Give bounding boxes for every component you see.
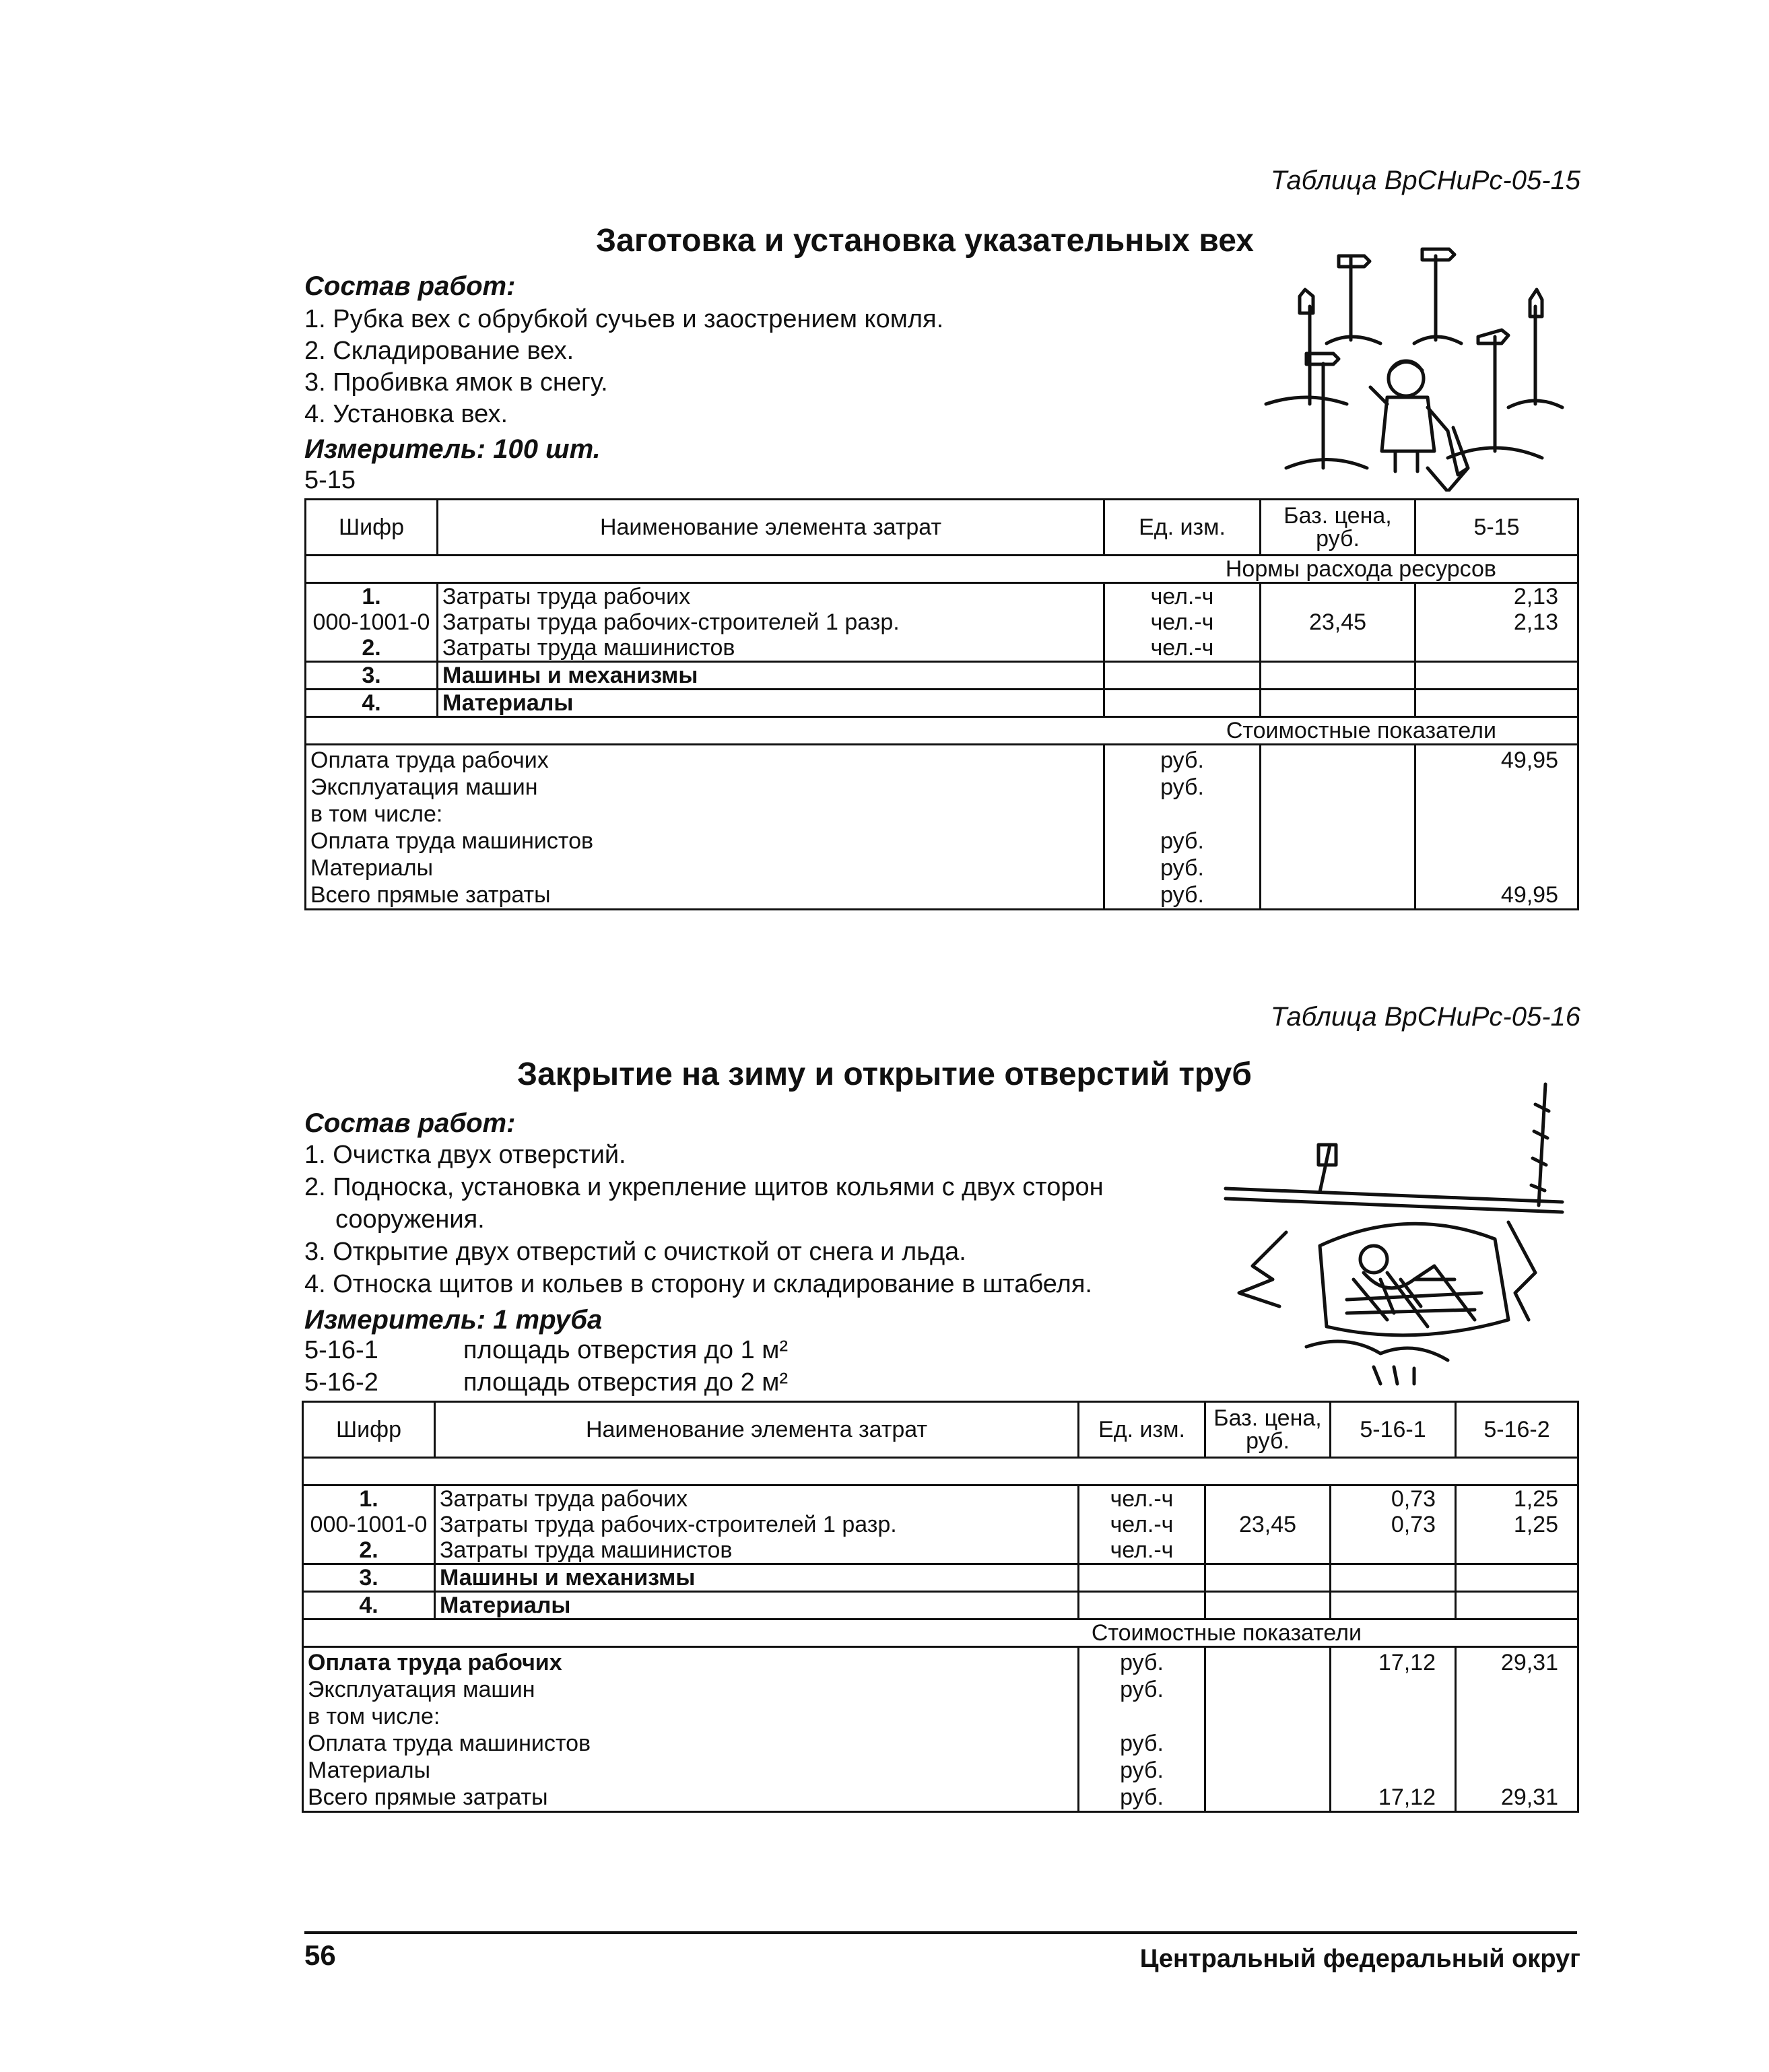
code-label: 5-15 [304, 466, 356, 494]
column-header: Ед. изм. [1104, 500, 1261, 556]
row-unit: чел.-ч [1104, 609, 1261, 635]
cost-unit [1109, 801, 1255, 828]
cost-name: Материалы [310, 855, 434, 881]
pipe-opening-winter-work-illustration [1212, 1077, 1576, 1387]
cost-unit: руб. [1120, 1758, 1164, 1783]
cost-unit: руб. [1120, 1784, 1164, 1810]
table-row [303, 1485, 1578, 1512]
row-name: Материалы [438, 690, 1104, 717]
row-name: Затраты труда машинистов [438, 635, 1104, 662]
cost-value: 49,95 [1500, 747, 1558, 773]
column-header: Наименование элемента затрат [438, 500, 1104, 556]
row-value-1 [1331, 1537, 1456, 1564]
cost-value [1335, 1757, 1436, 1784]
row-price: 23,45 [1205, 1512, 1331, 1537]
cost-value [1335, 1730, 1436, 1757]
row-price [1205, 1592, 1331, 1619]
cost-value: 49,95 [1500, 882, 1558, 908]
cost-unit: руб. [1160, 882, 1204, 908]
row-unit [1079, 1592, 1205, 1619]
row-value-1 [1331, 1592, 1456, 1619]
row-price [1205, 1485, 1331, 1512]
cost-name: Всего прямые затраты [310, 882, 551, 908]
column-header: Баз. цена, руб. [1205, 1402, 1331, 1458]
cost-unit: руб. [1160, 855, 1204, 881]
work-step: 1. Очистка двух отверстий. [304, 1141, 626, 1169]
cost-value [1420, 828, 1558, 855]
cost-unit: руб. [1120, 1731, 1164, 1756]
cost-value: 29,31 [1500, 1650, 1558, 1675]
table-reference: Таблица ВрСНиРс-05-15 [1270, 166, 1580, 195]
table-row [303, 1592, 1578, 1619]
code-label: 5-16-1 [304, 1336, 378, 1364]
row-price [1261, 662, 1415, 690]
worker-with-marker-poles-illustration [1226, 236, 1589, 492]
row-name: Затраты труда рабочих-строителей 1 разр. [438, 609, 1104, 635]
cost-section-label: Стоимостные показатели [306, 717, 1578, 745]
row-code: 000-1001-0 [306, 609, 438, 635]
column-header: Шифр [303, 1402, 435, 1458]
cost-value [1335, 1703, 1436, 1730]
column-header: Наименование элемента затрат [435, 1402, 1079, 1458]
cost-price-cell [1261, 745, 1415, 910]
row-value: 2,13 [1415, 609, 1578, 635]
row-name: Затраты труда рабочих-строителей 1 разр. [435, 1512, 1079, 1537]
code-description: площадь отверстия до 2 м² [463, 1368, 789, 1397]
work-step: 2. Подноска, установка и укрепление щитов кольями с двух сторон [304, 1173, 1104, 1201]
cost-units-cell [1104, 745, 1261, 910]
row-price [1261, 583, 1415, 610]
cost-name: Оплата труда машинистов [308, 1731, 591, 1756]
cost-name: Всего прямые затраты [308, 1784, 548, 1810]
cost-value [1461, 1703, 1558, 1730]
table-row [303, 1564, 1578, 1592]
cost-value [1461, 1757, 1558, 1784]
row-price: 23,45 [1261, 609, 1415, 635]
cost-value: 17,12 [1378, 1784, 1436, 1810]
row-value [1415, 635, 1578, 662]
column-header: 5-16-1 [1331, 1402, 1456, 1458]
cost-value [1461, 1676, 1558, 1703]
cost-unit: руб. [1160, 747, 1204, 773]
cost-name: Эксплуатация машин [310, 774, 538, 800]
cost-value: 17,12 [1378, 1650, 1436, 1675]
meter-label: Измеритель: 1 труба [304, 1305, 603, 1335]
table-row [306, 662, 1578, 690]
table-row [303, 1512, 1578, 1537]
norms-section-label: Нормы расхода ресурсов [306, 556, 1578, 583]
table-reference: Таблица ВрСНиРс-05-16 [1270, 1002, 1580, 1032]
cost-values-cell-2 [1456, 1647, 1578, 1812]
row-value-2: 1,25 [1456, 1512, 1578, 1537]
table-row [306, 609, 1578, 635]
row-value: 2,13 [1415, 583, 1578, 610]
row-name: Материалы [435, 1592, 1079, 1619]
row-unit [1079, 1564, 1205, 1592]
work-step: 3. Открытие двух отверстий с очисткой от снега и льда. [304, 1238, 966, 1266]
table-header-row [306, 500, 1578, 556]
cost-name: Эксплуатация машин [308, 1677, 535, 1702]
section-row [303, 1458, 1578, 1485]
row-unit: чел.-ч [1104, 583, 1261, 610]
cost-block [306, 745, 1578, 910]
table-header-row [303, 1402, 1578, 1458]
footer-divider [304, 1931, 1577, 1934]
row-code: 3. [303, 1564, 435, 1592]
row-unit: чел.-ч [1079, 1537, 1205, 1564]
section-row [306, 717, 1578, 745]
cost-unit: руб. [1120, 1650, 1164, 1675]
cost-unit [1083, 1703, 1200, 1730]
section-row [306, 556, 1578, 583]
row-code: 2. [303, 1537, 435, 1564]
column-header: 5-16-2 [1456, 1402, 1578, 1458]
row-code: 1. [306, 583, 438, 610]
column-header: Баз. цена, руб. [1261, 500, 1415, 556]
row-value-2 [1456, 1564, 1578, 1592]
row-value-1: 0,73 [1331, 1485, 1456, 1512]
row-unit [1104, 690, 1261, 717]
column-header: 5-15 [1415, 500, 1578, 556]
cost-block [303, 1647, 1578, 1812]
row-price [1205, 1537, 1331, 1564]
table-row [306, 690, 1578, 717]
cost-name: Оплата труда рабочих [310, 747, 549, 773]
row-unit [1104, 662, 1261, 690]
table-row [306, 635, 1578, 662]
row-code: 000-1001-0 [303, 1512, 435, 1537]
row-value [1415, 662, 1578, 690]
page-number: 56 [304, 1939, 336, 1971]
row-name: Затраты труда машинистов [435, 1537, 1079, 1564]
cost-name: Оплата труда машинистов [310, 828, 594, 854]
work-step: 4. Установка вех. [304, 400, 508, 428]
column-header: Шифр [306, 500, 438, 556]
row-name: Затраты труда рабочих [435, 1485, 1079, 1512]
row-value-1: 0,73 [1331, 1512, 1456, 1537]
column-header: Ед. изм. [1079, 1402, 1205, 1458]
cost-unit: руб. [1160, 828, 1204, 854]
empty-section-row [303, 1458, 1578, 1485]
row-value [1415, 690, 1578, 717]
cost-price-cell [1205, 1647, 1331, 1812]
row-value-2 [1456, 1592, 1578, 1619]
row-name: Затраты труда рабочих [438, 583, 1104, 610]
cost-values-cell [1415, 745, 1578, 910]
row-unit: чел.-ч [1079, 1485, 1205, 1512]
work-step: 3. Пробивка ямок в снегу. [304, 368, 608, 397]
row-value-2 [1456, 1537, 1578, 1564]
cost-name: в том числе: [308, 1704, 440, 1729]
cost-names-cell [303, 1647, 1079, 1812]
row-code: 3. [306, 662, 438, 690]
table-row [306, 583, 1578, 610]
row-name: Машины и механизмы [435, 1564, 1079, 1592]
row-value-2: 1,25 [1456, 1485, 1578, 1512]
work-step: 2. Складирование вех. [304, 337, 574, 365]
resource-table-05-15 [304, 498, 1579, 910]
row-unit: чел.-ч [1104, 635, 1261, 662]
meter-label: Измеритель: 100 шт. [304, 434, 601, 464]
row-value-1 [1331, 1564, 1456, 1592]
cost-name: в том числе: [310, 801, 443, 827]
work-step: 4. Относка щитов и кольев в сторону и складирование в штабеля. [304, 1270, 1092, 1298]
composition-heading: Состав работ: [304, 1108, 516, 1138]
cost-name: Материалы [308, 1758, 431, 1783]
code-label: 5-16-2 [304, 1368, 378, 1397]
cost-value [1461, 1730, 1558, 1757]
cost-values-cell-1 [1331, 1647, 1456, 1812]
section-title: Заготовка и установка указательных вех [596, 223, 1254, 259]
cost-unit: руб. [1160, 774, 1204, 800]
cost-value [1420, 774, 1558, 801]
row-code: 1. [303, 1485, 435, 1512]
cost-value: 29,31 [1500, 1784, 1558, 1810]
cost-unit: руб. [1120, 1677, 1164, 1702]
resource-table-05-16 [302, 1401, 1579, 1813]
section-title: Закрытие на зиму и открытие отверстий труб [517, 1057, 1252, 1092]
row-price [1261, 635, 1415, 662]
row-unit: чел.-ч [1079, 1512, 1205, 1537]
cost-value [1335, 1676, 1436, 1703]
section-row [303, 1619, 1578, 1647]
cost-name: Оплата труда рабочих [308, 1650, 562, 1675]
cost-names-cell [306, 745, 1104, 910]
cost-value [1420, 801, 1558, 828]
row-code: 4. [306, 690, 438, 717]
row-code: 4. [303, 1592, 435, 1619]
row-price [1261, 690, 1415, 717]
composition-heading: Состав работ: [304, 271, 516, 301]
cost-value [1420, 855, 1558, 881]
row-price [1205, 1564, 1331, 1592]
table-row [303, 1537, 1578, 1564]
footer-region: Центральный федеральный округ [1139, 1945, 1580, 1973]
row-code: 2. [306, 635, 438, 662]
code-description: площадь отверстия до 1 м² [463, 1336, 789, 1364]
cost-section-label: Стоимостные показатели [303, 1619, 1578, 1647]
cost-units-cell [1079, 1647, 1205, 1812]
work-step: 1. Рубка вех с обрубкой сучьев и заострением комля. [304, 305, 944, 333]
work-step: сооружения. [335, 1205, 485, 1234]
row-name: Машины и механизмы [438, 662, 1104, 690]
